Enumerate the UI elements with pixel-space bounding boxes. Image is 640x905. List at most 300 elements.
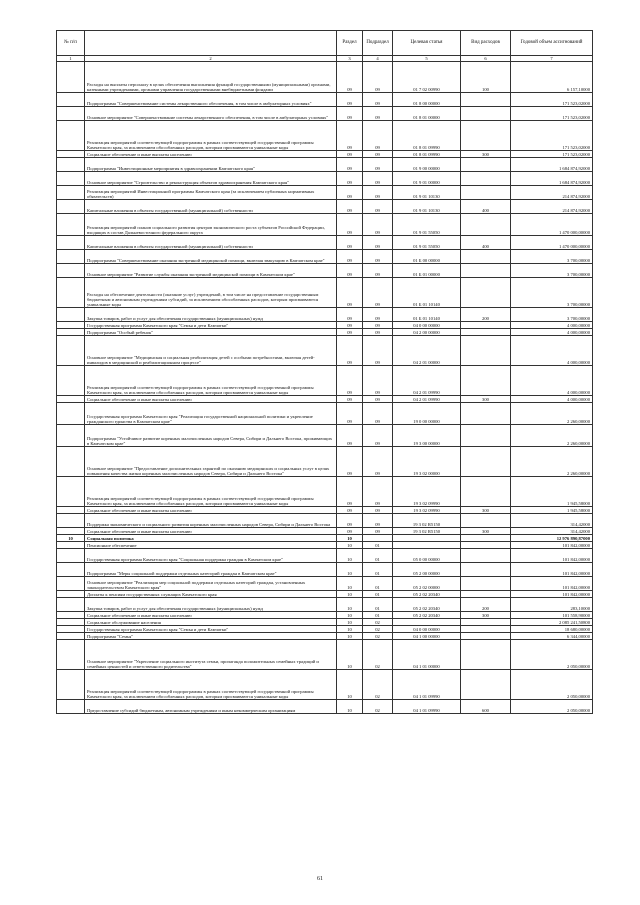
row-vr xyxy=(461,514,511,528)
table-row xyxy=(57,62,593,93)
table-body xyxy=(57,62,593,714)
row-csr: 01 8 00 00000 xyxy=(393,93,461,107)
row-csr: 19 0 00 00000 xyxy=(393,403,461,425)
row-number xyxy=(57,158,85,172)
row-name: Социальное обслуживание населения xyxy=(85,619,337,626)
row-number xyxy=(57,514,85,528)
row-amount: 2 050,00000 xyxy=(511,700,593,714)
column-number: 7 xyxy=(511,56,593,62)
row-razdel: 09 xyxy=(337,366,363,396)
row-number xyxy=(57,93,85,107)
table-row xyxy=(57,214,593,236)
table-row xyxy=(57,186,593,200)
table-row xyxy=(57,200,593,214)
row-csr xyxy=(393,535,461,542)
row-name: Расходы на обеспечение деятельности (оказание услуг) учреждений, в том числе на предоставление государственным бюджетным и автономным учреждениям субсидий, за исключением обособленных расходов, которым присваиваются уникальные коды xyxy=(85,278,337,308)
row-name: Реализация мероприятий соответствующей подпрограммы в рамках соответствующей государственной программы Камчатского края, за исключением обособленных расходов, которым присваиваются уникальные коды xyxy=(85,670,337,700)
row-podrazdel: 01 xyxy=(363,542,393,549)
row-razdel: 09 xyxy=(337,107,363,121)
row-vr xyxy=(461,214,511,236)
row-csr: 01 Б 00 00000 xyxy=(393,250,461,264)
table-row xyxy=(57,425,593,447)
row-amount: 101 842,00000 xyxy=(511,542,593,549)
table-row xyxy=(57,619,593,626)
row-name: Подпрограмма "Особый ребенок" xyxy=(85,329,337,336)
row-name: Доплаты к пенсиям государственных служащих Камчатского края xyxy=(85,591,337,598)
row-razdel: 09 xyxy=(337,278,363,308)
table-row xyxy=(57,250,593,264)
row-number xyxy=(57,336,85,366)
row-amount: 12 976 890,87000 xyxy=(511,535,593,542)
row-csr: 04 2 01 09990 xyxy=(393,366,461,396)
row-vr xyxy=(461,329,511,336)
row-amount: 101 842,00000 xyxy=(511,591,593,598)
row-csr: 04 0 00 00000 xyxy=(393,322,461,329)
header-vr: Вид расходов xyxy=(461,31,511,56)
row-csr: 01 Б 01 10140 xyxy=(393,308,461,322)
row-podrazdel: 01 xyxy=(363,577,393,591)
table-row xyxy=(57,514,593,528)
row-name: Реализация мероприятий Инвестиционной программы Камчатского края (за исключением публичных нормативных обязательств) xyxy=(85,186,337,200)
table-row xyxy=(57,577,593,591)
row-razdel: 09 xyxy=(337,514,363,528)
row-number xyxy=(57,200,85,214)
row-vr xyxy=(461,626,511,633)
page-number: 61 xyxy=(317,876,323,882)
row-csr: 01 7 02 00990 xyxy=(393,62,461,93)
row-vr xyxy=(461,264,511,278)
row-csr: 01 9 00 00000 xyxy=(393,158,461,172)
row-vr xyxy=(461,577,511,591)
row-razdel: 09 xyxy=(337,396,363,403)
row-razdel: 09 xyxy=(337,528,363,535)
row-csr: 19 3 02 00000 xyxy=(393,447,461,477)
row-vr xyxy=(461,591,511,598)
table-row xyxy=(57,542,593,549)
row-podrazdel xyxy=(363,535,393,542)
row-csr: 01 9 01 55050 xyxy=(393,214,461,236)
table-row xyxy=(57,121,593,151)
row-name: Подпрограмма "Меры социальной поддержки отдельных категорий граждан в Камчатском крае" xyxy=(85,563,337,577)
row-number xyxy=(57,598,85,612)
row-csr: 05 2 02 00000 xyxy=(393,577,461,591)
row-amount: 4 000,00000 xyxy=(511,396,593,403)
row-csr: 04 2 00 00000 xyxy=(393,329,461,336)
row-vr xyxy=(461,549,511,563)
column-number: 1 xyxy=(57,56,85,62)
row-amount: 101 842,00000 xyxy=(511,563,593,577)
row-podrazdel: 09 xyxy=(363,151,393,158)
row-name: Закупка товаров, работ и услуг для обеспечения государственных (муниципальных) нужд xyxy=(85,598,337,612)
row-vr: 200 xyxy=(461,308,511,322)
row-podrazdel: 09 xyxy=(363,528,393,535)
row-name: Поддержка экономического и социального развития коренных малочисленных народов Севера, Сибири и Дальнего Востока xyxy=(85,514,337,528)
row-number xyxy=(57,563,85,577)
row-amount: 3 700,00000 xyxy=(511,264,593,278)
row-vr: 400 xyxy=(461,236,511,250)
row-amount: 101 842,00000 xyxy=(511,549,593,563)
row-podrazdel: 09 xyxy=(363,278,393,308)
table-row xyxy=(57,447,593,477)
row-vr xyxy=(461,121,511,151)
row-razdel: 09 xyxy=(337,336,363,366)
row-vr: 200 xyxy=(461,598,511,612)
row-csr: 01 8 01 00000 xyxy=(393,107,461,121)
row-podrazdel: 02 xyxy=(363,626,393,633)
row-amount: 171 523,02000 xyxy=(511,121,593,151)
row-csr: 05 2 02 20340 xyxy=(393,598,461,612)
row-name: Основное мероприятие "Реализация мер социальной поддержки отдельных категорий граждан, установленных законодательством Камчатского края" xyxy=(85,577,337,591)
header-num: № п/п xyxy=(57,31,85,56)
row-amount: 171 523,02000 xyxy=(511,93,593,107)
row-csr: 05 2 00 00000 xyxy=(393,563,461,577)
row-podrazdel: 09 xyxy=(363,172,393,186)
row-podrazdel: 09 xyxy=(363,329,393,336)
row-number xyxy=(57,107,85,121)
table-row xyxy=(57,396,593,403)
table-row xyxy=(57,612,593,619)
column-number: 5 xyxy=(393,56,461,62)
row-number xyxy=(57,236,85,250)
table-row xyxy=(57,591,593,598)
row-vr: 300 xyxy=(461,151,511,158)
table-row xyxy=(57,700,593,714)
row-amount: 2 050,00000 xyxy=(511,640,593,670)
row-number xyxy=(57,619,85,626)
row-vr: 300 xyxy=(461,612,511,619)
row-razdel: 10 xyxy=(337,633,363,640)
row-amount: 283,10000 xyxy=(511,598,593,612)
row-razdel: 09 xyxy=(337,308,363,322)
row-csr: 04 1 00 00000 xyxy=(393,633,461,640)
row-razdel: 09 xyxy=(337,93,363,107)
row-csr: 01 8 01 09990 xyxy=(393,151,461,158)
row-amount: 1 684 874,92000 xyxy=(511,172,593,186)
row-csr: 01 9 01 55050 xyxy=(393,236,461,250)
table-row xyxy=(57,158,593,172)
row-razdel: 10 xyxy=(337,640,363,670)
row-number xyxy=(57,528,85,535)
row-name: Расходы на выплаты персоналу в целях обеспечения выполнения функций государственными (муниципальными) органами, казенными учреждениями, органами управления государственными внебюджетными фондами xyxy=(85,62,337,93)
row-vr xyxy=(461,633,511,640)
row-number xyxy=(57,278,85,308)
row-number xyxy=(57,62,85,93)
row-vr xyxy=(461,542,511,549)
row-amount: 6 344,00000 xyxy=(511,633,593,640)
row-podrazdel: 09 xyxy=(363,250,393,264)
row-amount: 3 700,00000 xyxy=(511,278,593,308)
row-name: Капитальные вложения в объекты государственной (муниципальной) собственности xyxy=(85,200,337,214)
row-razdel: 10 xyxy=(337,577,363,591)
row-vr: 300 xyxy=(461,528,511,535)
table-row xyxy=(57,236,593,250)
row-number xyxy=(57,633,85,640)
row-name: Социальное обеспечение и иные выплаты населению xyxy=(85,151,337,158)
row-podrazdel: 09 xyxy=(363,121,393,151)
row-csr: 04 1 01 09990 xyxy=(393,670,461,700)
row-number xyxy=(57,542,85,549)
table-row xyxy=(57,598,593,612)
header-razdel: Раздел xyxy=(337,31,363,56)
row-vr xyxy=(461,107,511,121)
row-number xyxy=(57,322,85,329)
row-number xyxy=(57,264,85,278)
row-vr: 300 xyxy=(461,396,511,403)
table-row xyxy=(57,322,593,329)
row-amount: 3 700,00000 xyxy=(511,250,593,264)
row-vr xyxy=(461,670,511,700)
row-razdel: 10 xyxy=(337,700,363,714)
row-amount: 2 260,00000 xyxy=(511,447,593,477)
row-number xyxy=(57,591,85,598)
row-name: Государственная программа Камчатского края "Семья и дети Камчатки" xyxy=(85,322,337,329)
row-podrazdel: 01 xyxy=(363,598,393,612)
row-amount: 101 842,00000 xyxy=(511,577,593,591)
row-podrazdel: 09 xyxy=(363,158,393,172)
row-amount: 4 000,00000 xyxy=(511,336,593,366)
row-razdel: 09 xyxy=(337,236,363,250)
row-amount: 18 680,00000 xyxy=(511,626,593,633)
row-podrazdel: 09 xyxy=(363,366,393,396)
row-number xyxy=(57,121,85,151)
table-row xyxy=(57,278,593,308)
row-amount: 4 000,00000 xyxy=(511,329,593,336)
row-amount: 1 945,58000 xyxy=(511,477,593,507)
row-razdel: 10 xyxy=(337,542,363,549)
row-csr: 01 Б 01 10140 xyxy=(393,278,461,308)
row-name: Основное мероприятие "Развитие службы оказания экстренной медицинской помощи в Камчатском крае" xyxy=(85,264,337,278)
row-amount: 1 470 000,00000 xyxy=(511,236,593,250)
row-podrazdel: 09 xyxy=(363,514,393,528)
row-amount: 4 000,00000 xyxy=(511,322,593,329)
row-name: Подпрограмма "Семья" xyxy=(85,633,337,640)
row-vr xyxy=(461,186,511,200)
row-razdel: 10 xyxy=(337,535,363,542)
table-row xyxy=(57,403,593,425)
row-vr xyxy=(461,425,511,447)
table-row xyxy=(57,626,593,633)
row-podrazdel: 09 xyxy=(363,62,393,93)
row-podrazdel: 02 xyxy=(363,640,393,670)
row-number xyxy=(57,477,85,507)
row-podrazdel: 09 xyxy=(363,236,393,250)
row-vr xyxy=(461,535,511,542)
row-razdel: 10 xyxy=(337,670,363,700)
row-amount: 3 700,00000 xyxy=(511,308,593,322)
table-row xyxy=(57,93,593,107)
row-number xyxy=(57,670,85,700)
table-row xyxy=(57,633,593,640)
table-row xyxy=(57,477,593,507)
row-razdel: 09 xyxy=(337,62,363,93)
row-name: Социальная политика xyxy=(85,535,337,542)
row-number xyxy=(57,151,85,158)
row-name: Реализация мероприятий соответствующей подпрограммы в рамках соответствующей государственной программы Камчатского края, за исключением обособленных расходов, которым присваиваются уникальные коды xyxy=(85,477,337,507)
row-razdel: 09 xyxy=(337,264,363,278)
row-razdel: 09 xyxy=(337,186,363,200)
row-csr xyxy=(393,542,461,549)
row-vr xyxy=(461,93,511,107)
row-amount: 4 000,00000 xyxy=(511,366,593,396)
row-number xyxy=(57,186,85,200)
row-number xyxy=(57,250,85,264)
row-csr: 01 9 01 10130 xyxy=(393,200,461,214)
row-vr xyxy=(461,336,511,366)
row-razdel: 09 xyxy=(337,477,363,507)
table-row xyxy=(57,507,593,514)
row-vr xyxy=(461,477,511,507)
row-amount: 6 157,10000 xyxy=(511,62,593,93)
table-row xyxy=(57,535,593,542)
row-csr: 05 0 00 00000 xyxy=(393,549,461,563)
row-name: Реализация мероприятий планов социального развития центров экономического роста субъектов Российской Федерации, входящих в состав Дальневосточного федерального округа xyxy=(85,214,337,236)
row-csr: 19 3 02 09990 xyxy=(393,507,461,514)
row-number xyxy=(57,403,85,425)
row-razdel: 09 xyxy=(337,172,363,186)
row-razdel: 09 xyxy=(337,121,363,151)
row-amount: 171 523,02000 xyxy=(511,151,593,158)
row-number xyxy=(57,700,85,714)
row-podrazdel: 09 xyxy=(363,214,393,236)
row-vr xyxy=(461,563,511,577)
row-name: Пенсионное обеспечение xyxy=(85,542,337,549)
row-number xyxy=(57,640,85,670)
row-name: Подпрограмма "Устойчивое развитие коренных малочисленных народов Севера, Сибири и Дальнего Востока, проживающих в Камчатском крае" xyxy=(85,425,337,447)
row-csr: 19 3 00 00000 xyxy=(393,425,461,447)
row-vr xyxy=(461,250,511,264)
row-vr: 100 xyxy=(461,62,511,93)
row-csr: 04 1 01 00000 xyxy=(393,640,461,670)
table-row xyxy=(57,366,593,396)
row-name: Социальное обеспечение и иные выплаты населению xyxy=(85,507,337,514)
row-name: Капитальные вложения в объекты государственной (муниципальной) собственности xyxy=(85,236,337,250)
row-name: Основное мероприятие "Предоставление дополнительных гарантий по оказанию медицинских и социальных услуг в целях повышения качества жизни коренных малочисленных народов Севера, Сибири и Дальнего Востока" xyxy=(85,447,337,477)
table-row xyxy=(57,549,593,563)
row-amount: 214 874,92000 xyxy=(511,186,593,200)
row-number: 10 xyxy=(57,535,85,542)
row-number xyxy=(57,612,85,619)
row-podrazdel: 01 xyxy=(363,591,393,598)
row-vr xyxy=(461,278,511,308)
row-podrazdel: 09 xyxy=(363,507,393,514)
table-row xyxy=(57,670,593,700)
row-name: Государственная программа Камчатского края "Семья и дети Камчатки" xyxy=(85,626,337,633)
row-razdel: 09 xyxy=(337,200,363,214)
row-razdel: 09 xyxy=(337,158,363,172)
row-vr xyxy=(461,640,511,670)
row-podrazdel: 01 xyxy=(363,549,393,563)
row-razdel: 09 xyxy=(337,425,363,447)
budget-table-sheet xyxy=(56,30,592,714)
row-amount: 214 874,92000 xyxy=(511,200,593,214)
row-podrazdel: 09 xyxy=(363,477,393,507)
row-razdel: 09 xyxy=(337,151,363,158)
row-number xyxy=(57,366,85,396)
column-number: 6 xyxy=(461,56,511,62)
row-razdel: 09 xyxy=(337,250,363,264)
row-csr: 01 Б 01 00000 xyxy=(393,264,461,278)
row-vr xyxy=(461,366,511,396)
row-podrazdel: 09 xyxy=(363,425,393,447)
row-name: Социальное обеспечение и иные выплаты населению xyxy=(85,612,337,619)
row-amount: 2 260,00000 xyxy=(511,403,593,425)
budget-table xyxy=(56,30,593,714)
row-podrazdel: 09 xyxy=(363,186,393,200)
row-razdel: 09 xyxy=(337,322,363,329)
row-vr xyxy=(461,447,511,477)
row-podrazdel: 09 xyxy=(363,336,393,366)
row-razdel: 10 xyxy=(337,591,363,598)
table-row xyxy=(57,528,593,535)
row-csr: 19 3 02 R5150 xyxy=(393,528,461,535)
row-vr: 400 xyxy=(461,200,511,214)
column-number: 4 xyxy=(363,56,393,62)
row-razdel: 10 xyxy=(337,612,363,619)
row-vr xyxy=(461,403,511,425)
row-podrazdel: 09 xyxy=(363,403,393,425)
row-podrazdel: 01 xyxy=(363,563,393,577)
row-name: Подпрограмма "Совершенствование оказания экстренной медицинской помощи, включая эвакуацию в Камчатском крае" xyxy=(85,250,337,264)
row-podrazdel: 01 xyxy=(363,612,393,619)
header-podrazdel: Подраздел xyxy=(363,31,393,56)
row-csr: 01 9 01 00000 xyxy=(393,172,461,186)
row-csr: 19 3 02 09990 xyxy=(393,477,461,507)
row-number xyxy=(57,447,85,477)
row-name: Государственная программа Камчатского края "Социальная поддержка граждан в Камчатском крае" xyxy=(85,549,337,563)
row-podrazdel: 09 xyxy=(363,200,393,214)
row-csr: 01 9 01 10130 xyxy=(393,186,461,200)
row-razdel: 10 xyxy=(337,619,363,626)
row-podrazdel: 09 xyxy=(363,396,393,403)
row-amount: 101 558,90000 xyxy=(511,612,593,619)
row-name: Основное мероприятие "Совершенствование системы лекарственного обеспечения, в том числе в амбулаторных условиях" xyxy=(85,107,337,121)
row-podrazdel: 09 xyxy=(363,93,393,107)
row-razdel: 09 xyxy=(337,214,363,236)
table-row xyxy=(57,107,593,121)
row-podrazdel: 09 xyxy=(363,447,393,477)
table-row xyxy=(57,172,593,186)
row-csr: 01 8 01 09990 xyxy=(393,121,461,151)
row-amount: 171 523,02000 xyxy=(511,107,593,121)
row-csr: 05 2 02 20340 xyxy=(393,612,461,619)
row-razdel: 09 xyxy=(337,329,363,336)
row-csr xyxy=(393,619,461,626)
row-podrazdel: 02 xyxy=(363,619,393,626)
row-podrazdel: 09 xyxy=(363,322,393,329)
row-podrazdel: 02 xyxy=(363,700,393,714)
table-row xyxy=(57,640,593,670)
table-row xyxy=(57,264,593,278)
row-name: Закупка товаров, работ и услуг для обеспечения государственных (муниципальных) нужд xyxy=(85,308,337,322)
row-podrazdel: 02 xyxy=(363,670,393,700)
row-vr xyxy=(461,158,511,172)
table-row xyxy=(57,563,593,577)
row-amount: 1 945,58000 xyxy=(511,507,593,514)
row-vr xyxy=(461,322,511,329)
row-number xyxy=(57,577,85,591)
row-amount: 2 085 241,50800 xyxy=(511,619,593,626)
row-vr xyxy=(461,172,511,186)
row-razdel: 10 xyxy=(337,549,363,563)
column-number: 3 xyxy=(337,56,363,62)
table-header-row xyxy=(57,31,593,56)
row-number xyxy=(57,172,85,186)
row-number xyxy=(57,425,85,447)
row-vr xyxy=(461,619,511,626)
table-row xyxy=(57,308,593,322)
row-podrazdel: 02 xyxy=(363,633,393,640)
row-name: Социальное обеспечение и иные выплаты населению xyxy=(85,528,337,535)
